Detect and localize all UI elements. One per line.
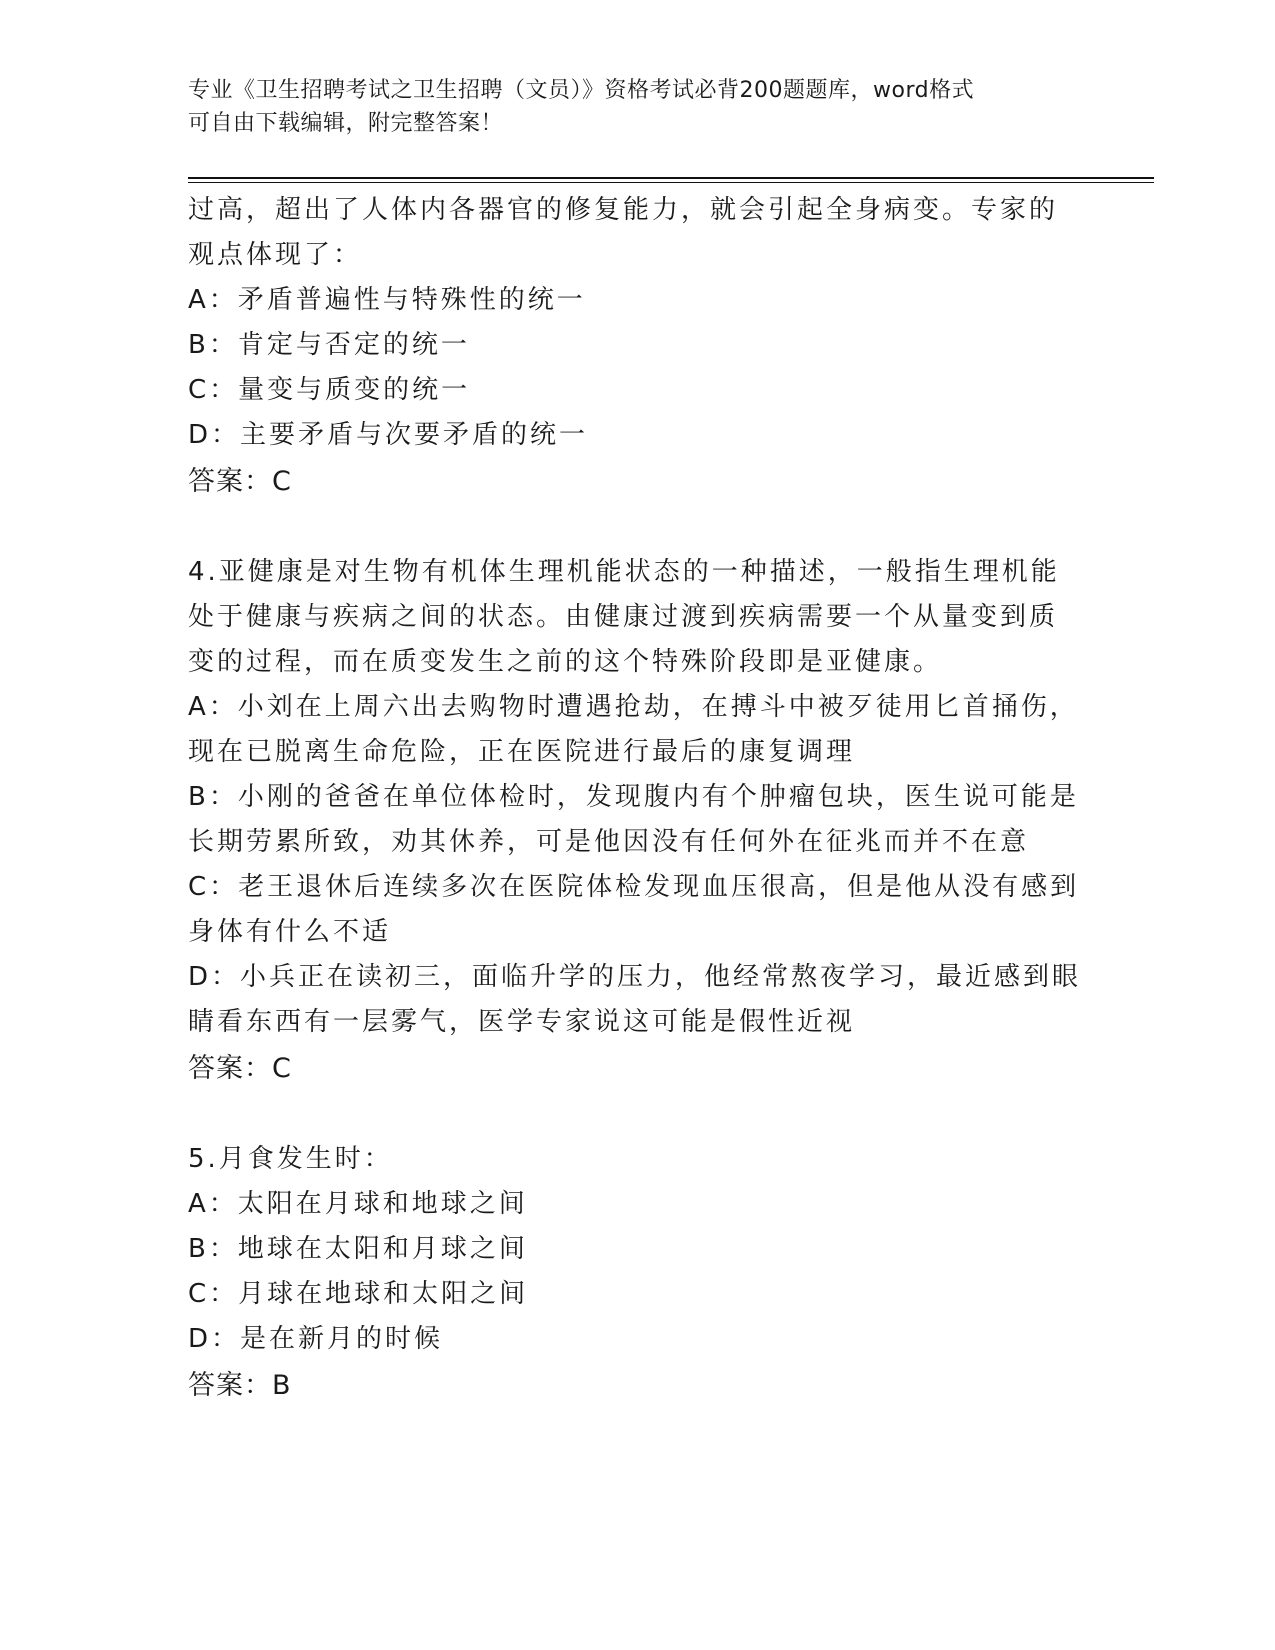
option-b: B：肯定与否定的统一 <box>188 330 470 360</box>
option-b-line-1: B：小刚的爸爸在单位体检时，发现腹内有个肿瘤包块，医生说可能是 <box>188 782 1079 812</box>
question-stem-line: 变的过程，而在质变发生之前的这个特殊阶段即是亚健康。 <box>188 647 943 677</box>
question-stem-line: 4.亚健康是对生物有机体生理机能状态的一种描述，一般指生理机能 <box>188 557 1060 587</box>
option-d: D：是在新月的时候 <box>188 1324 444 1354</box>
option-d-line-1: D：小兵正在读初三，面临升学的压力，他经常熬夜学习，最近感到眼 <box>188 962 1082 992</box>
answer-label: 答案：C <box>188 1053 292 1084</box>
question-spacer <box>188 504 1088 550</box>
option-c-line-2: 身体有什么不适 <box>188 917 392 947</box>
header-divider-thick <box>188 177 1154 179</box>
option-b: B：地球在太阳和月球之间 <box>188 1234 528 1264</box>
question-5 <box>188 1137 1088 1408</box>
header-divider-thin <box>188 182 1154 183</box>
question-spacer <box>188 1091 1088 1137</box>
question-content <box>188 188 1088 1408</box>
document-header <box>188 74 1068 140</box>
option-a: A：矛盾普遍性与特殊性的统一 <box>188 285 586 315</box>
option-a-line-2: 现在已脱离生命危险，正在医院进行最后的康复调理 <box>188 737 856 767</box>
option-c: C：月球在地球和太阳之间 <box>188 1279 529 1309</box>
answer-label: 答案：B <box>188 1370 292 1401</box>
question-stem-line: 观点体现了： <box>188 240 363 270</box>
question-3-continuation <box>188 188 1088 504</box>
question-4 <box>188 550 1088 1091</box>
option-c-line-1: C：老王退休后连续多次在医院体检发现血压很高，但是他从没有感到 <box>188 872 1080 902</box>
option-b-line-2: 长期劳累所致，劝其休养，可是他因没有任何外在征兆而并不在意 <box>188 827 1030 857</box>
option-d: D：主要矛盾与次要矛盾的统一 <box>188 420 589 450</box>
question-stem-line: 过高，超出了人体内各器官的修复能力，就会引起全身病变。专家的 <box>188 195 1059 225</box>
option-a: A：太阳在月球和地球之间 <box>188 1189 528 1219</box>
question-stem-line: 处于健康与疾病之间的状态。由健康过渡到疾病需要一个从量变到质 <box>188 602 1059 632</box>
header-line-2: 可自由下载编辑，附完整答案！ <box>188 111 504 136</box>
answer-label: 答案：C <box>188 466 292 497</box>
option-d-line-2: 睛看东西有一层雾气，医学专家说这可能是假性近视 <box>188 1007 856 1037</box>
header-line-1: 专业《卫生招聘考试之卫生招聘（文员）》资格考试必背200题题库，word格式 <box>188 78 975 103</box>
question-stem-line: 5.月食发生时： <box>188 1144 393 1174</box>
option-c: C：量变与质变的统一 <box>188 375 471 405</box>
option-a-line-1: A：小刘在上周六出去购物时遭遇抢劫，在搏斗中被歹徒用匕首捅伤， <box>188 692 1079 722</box>
